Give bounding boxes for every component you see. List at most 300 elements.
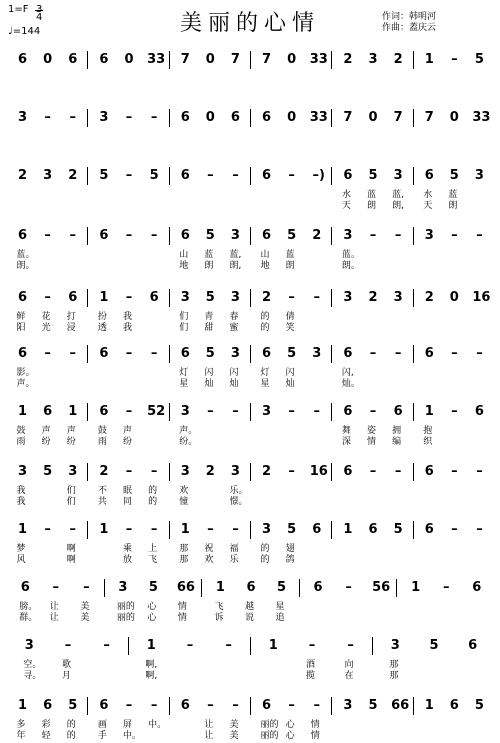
bar-line (87, 697, 88, 715)
note: 6 (424, 346, 434, 361)
lyric-syllable: 憧 (179, 497, 189, 507)
note: 3 (24, 638, 34, 653)
note: 1 (180, 522, 190, 537)
note: 6 (99, 404, 109, 419)
song-title: 美丽的心情 (179, 11, 320, 36)
bar-line (87, 345, 88, 363)
lyric-syllable: 心 (147, 602, 157, 612)
lyric-syllable: 我 (16, 486, 26, 496)
lyric-syllable: 拥 (392, 426, 402, 436)
note: 6 (368, 522, 378, 537)
note: 6 (18, 52, 28, 67)
note: – (69, 228, 77, 243)
note: 6 (68, 52, 78, 67)
lyric-syllable: 的 (148, 497, 158, 507)
bar-line (250, 403, 251, 421)
lyric-syllable: 啊, (145, 660, 158, 670)
lyric-syllable: 向 (344, 660, 354, 670)
note: 5 (68, 698, 78, 713)
note: – (207, 168, 214, 183)
note: 3 (424, 228, 434, 243)
note: 5 (287, 228, 297, 243)
lyric-syllable: 深 (341, 437, 351, 447)
lyric-syllable: 的 (66, 720, 76, 730)
lyric-syllable: 的 (148, 486, 158, 496)
time-signature-bottom: 4 (36, 12, 43, 23)
key-label: 1=F (8, 4, 29, 15)
lyric-syllable: 说 (245, 613, 255, 623)
note: 0 (287, 52, 297, 67)
lyric-syllable: 星 (275, 602, 285, 612)
lyric-syllable: 朗 (285, 261, 295, 271)
note: 6 (262, 346, 272, 361)
note: – (44, 110, 51, 125)
note: 6 (149, 290, 159, 305)
note: 6 (313, 580, 323, 595)
bar-line (169, 403, 170, 421)
note: 1 (146, 638, 156, 653)
lyric-syllable: 朗 (448, 201, 458, 211)
bar-line (87, 403, 88, 421)
note: 6 (246, 580, 256, 595)
bar-line (250, 637, 251, 655)
lyric-syllable: 让 (49, 602, 59, 612)
lyric-syllable: 彩 (41, 720, 51, 730)
bar-line (331, 109, 332, 127)
note: – (288, 464, 295, 479)
note: – (150, 346, 158, 361)
note: 3 (68, 464, 78, 479)
lyric-syllable: 欢 (179, 486, 189, 496)
note: 2 (424, 290, 434, 305)
lyric-syllable: 地 (179, 261, 189, 271)
lyric-syllable: 灿 (229, 379, 239, 389)
lyric-syllable: 梦 (16, 544, 26, 554)
bar-line (201, 579, 202, 597)
lyric-syllable: 啊 (66, 544, 76, 554)
bar-line (169, 463, 170, 481)
lyric-syllable: 蓝, (229, 250, 242, 260)
lyric-syllable: 的 (260, 312, 270, 322)
bar-line (87, 51, 88, 69)
note-line (10, 578, 492, 600)
note: 7 (180, 52, 190, 67)
note: 66 (391, 698, 410, 713)
note: 1 (68, 404, 78, 419)
note: 3 (180, 290, 190, 305)
note: 6 (468, 638, 478, 653)
lyric-syllable: 蓝 (367, 190, 377, 200)
lyric-syllable: 灯 (179, 368, 189, 378)
bar-line (331, 403, 332, 421)
note: 5 (287, 346, 297, 361)
bar-line (331, 463, 332, 481)
note: 0 (43, 52, 53, 67)
note: 5 (148, 580, 158, 595)
lyric-syllable: 风 (16, 555, 26, 565)
note: – (308, 638, 316, 653)
lyric-syllable: 们 (66, 497, 76, 507)
note: 3 (118, 580, 128, 595)
bar-line (250, 463, 251, 481)
lyric-syllable: 画 (97, 720, 107, 730)
note: 6 (68, 290, 78, 305)
note-line (10, 288, 492, 310)
lyric-syllable: 天 (341, 201, 351, 211)
note: – (451, 522, 458, 537)
lyric-syllable: 姿 (367, 426, 377, 436)
note: – (125, 346, 133, 361)
note: – (44, 522, 51, 537)
note: – (186, 638, 194, 653)
note: 2 (99, 464, 109, 479)
bar-line (250, 227, 251, 245)
bar-line (413, 109, 414, 127)
note: 6 (18, 346, 28, 361)
note: – (150, 698, 158, 713)
bar-line (169, 345, 170, 363)
lyric-syllable: 们 (179, 312, 189, 322)
note-line (10, 696, 492, 718)
lyric-syllable: 丽的 (260, 731, 279, 741)
lyric-syllable: 舞 (341, 426, 351, 436)
lyric-syllable: 诉 (214, 613, 224, 623)
note: – (347, 638, 354, 653)
tempo-label: =144 (12, 26, 41, 37)
note: – (394, 464, 402, 479)
note: – (69, 522, 77, 537)
note: 3 (18, 110, 28, 125)
lyric-syllable: 纷 (41, 437, 51, 447)
note: – (345, 580, 352, 595)
note: 1 (424, 52, 434, 67)
bar-line (331, 697, 332, 715)
note: – (442, 580, 450, 595)
lyric-syllable: 情 (177, 602, 187, 612)
note-line (10, 166, 492, 188)
note: 6 (424, 464, 434, 479)
lyric-syllable: 乘 (123, 544, 133, 554)
note: – (150, 522, 158, 537)
note: – (288, 698, 295, 713)
lyric-syllable: 月 (62, 671, 72, 681)
note: 5 (474, 52, 484, 67)
note: – (64, 638, 72, 653)
lyric-syllable: 心 (285, 731, 295, 741)
note: 1 (18, 698, 28, 713)
note: 2 (368, 290, 378, 305)
lyric-syllable: 朗, (229, 261, 242, 271)
note: 5 (149, 168, 159, 183)
note: – (125, 404, 133, 419)
lyric-syllable: 福 (229, 544, 239, 554)
bar-line (169, 289, 170, 307)
note: – (451, 228, 458, 243)
note: 6 (99, 52, 109, 67)
lyric-syllable: 中。 (123, 731, 142, 741)
note: 3 (180, 404, 190, 419)
lyric-syllable: 酒 (306, 660, 316, 670)
note: 3 (312, 346, 322, 361)
bar-line (331, 289, 332, 307)
bar-line (169, 109, 170, 127)
lyric-syllable: 我 (123, 312, 133, 322)
note: 1 (411, 580, 421, 595)
lyric-syllable: 灿 (204, 379, 214, 389)
lyric-syllable: 不 (97, 486, 107, 496)
note: – (313, 290, 321, 305)
note: 5 (368, 698, 378, 713)
lyric-syllable: 心 (285, 720, 295, 730)
bar-line (169, 697, 170, 715)
note: 2 (205, 464, 215, 479)
note: – (125, 228, 133, 243)
lyric-syllable: 声。 (179, 426, 198, 436)
lyric-syllable: 朗。 (16, 261, 35, 271)
lyric-syllable: 灿 (285, 379, 295, 389)
lyric-syllable: 星 (260, 379, 270, 389)
bar-line (169, 167, 170, 185)
note: 0 (287, 110, 297, 125)
note: – (207, 522, 214, 537)
note: – (313, 698, 321, 713)
bar-line (413, 697, 414, 715)
lyric-syllable: 鼓 (97, 426, 107, 436)
note: 3 (343, 698, 353, 713)
note: – (44, 228, 51, 243)
note: 3 (18, 464, 28, 479)
note: 2 (393, 52, 403, 67)
lyric-syllable: 美 (229, 720, 239, 730)
bar-line (413, 289, 414, 307)
note: 3 (262, 404, 272, 419)
quarter-note-icon: ♩ (8, 26, 13, 37)
note: 6 (180, 698, 190, 713)
note: 33 (309, 110, 328, 125)
note: 1 (18, 522, 28, 537)
lyric-syllable: 让 (204, 720, 214, 730)
note: 7 (343, 110, 353, 125)
lyric-syllable: 让 (49, 613, 59, 623)
bar-line (87, 289, 88, 307)
lyric-syllable: 让 (204, 731, 214, 741)
note: – (369, 346, 377, 361)
note: – (451, 464, 458, 479)
lyric-syllable: 山 (179, 250, 189, 260)
note: – (69, 346, 77, 361)
lyric-syllable: 蜜 (229, 323, 239, 333)
lyric-syllable: 春 (229, 312, 239, 322)
note: 6 (180, 228, 190, 243)
lyric-syllable: 鲜 (16, 312, 26, 322)
note: 6 (180, 168, 190, 183)
lyric-syllable: 闪 (285, 368, 295, 378)
note: 6 (99, 698, 109, 713)
note-line (10, 520, 492, 542)
bar-line (87, 521, 88, 539)
lyric-syllable: 闪 (204, 368, 214, 378)
lyric-syllable: 天 (423, 201, 433, 211)
lyric-syllable: 我 (16, 497, 26, 507)
lyric-syllable: 地 (260, 261, 270, 271)
note: – (125, 290, 133, 305)
lyric-syllable: 乐 (229, 555, 239, 565)
lyric-syllable: 山 (260, 250, 270, 260)
note: – (52, 580, 60, 595)
lyric-syllable: 纷。 (179, 437, 198, 447)
note: 5 (368, 168, 378, 183)
note: 6 (472, 580, 482, 595)
note: 6 (43, 404, 53, 419)
note: – (476, 228, 483, 243)
lyric-syllable: 轻 (41, 731, 51, 741)
note: – (451, 52, 458, 67)
note: 6 (262, 110, 272, 125)
bar-line (331, 51, 332, 69)
bar-line (331, 521, 332, 539)
note: 6 (343, 464, 353, 479)
note: 2 (262, 290, 272, 305)
note: 3 (43, 168, 53, 183)
lyric-syllable: 那 (389, 671, 399, 681)
lyric-syllable: 飞 (148, 555, 158, 565)
lyric-syllable: 光 (41, 323, 51, 333)
bar-line (87, 109, 88, 127)
lyric-syllable: 膀。 (19, 602, 38, 612)
lyric-syllable: 手 (97, 731, 107, 741)
lyric-syllable: 雨 (16, 437, 26, 447)
note: 3 (230, 290, 240, 305)
note: 6 (230, 110, 240, 125)
bar-line (413, 167, 414, 185)
note: 3 (393, 290, 403, 305)
bar-line (396, 579, 397, 597)
lyric-syllable: 蓝, (392, 190, 404, 200)
lyric-syllable: 纷 (66, 437, 76, 447)
lyric-syllable: 浸 (66, 323, 76, 333)
lyric-syllable: 啊 (66, 555, 76, 565)
lyric-syllable: 阳 (16, 323, 26, 333)
note: 5 (99, 168, 109, 183)
lyric-syllable: 情 (177, 613, 187, 623)
note: 5 (449, 168, 459, 183)
note: 6 (449, 698, 459, 713)
note: – (232, 522, 239, 537)
bar-line (169, 227, 170, 245)
note: 0 (205, 110, 215, 125)
lyric-syllable: 纷 (123, 437, 133, 447)
lyric-syllable: 透 (97, 323, 107, 333)
lyric-syllable: 欢 (204, 555, 214, 565)
lyric-syllable: 我 (123, 323, 133, 333)
lyric-syllable: 青 (204, 312, 214, 322)
note: – (394, 228, 402, 243)
note: 2 (262, 464, 272, 479)
lyric-syllable: 声 (41, 426, 51, 436)
note: – (313, 404, 321, 419)
bar-line (169, 521, 170, 539)
bar-line (87, 463, 88, 481)
note: 2 (312, 228, 322, 243)
note: 3 (180, 464, 190, 479)
note: 6 (343, 346, 353, 361)
bar-line (250, 289, 251, 307)
lyric-syllable: 祝 (204, 544, 214, 554)
lyric-syllable: 编 (392, 437, 402, 447)
note: 6 (43, 698, 53, 713)
lyric-syllable: 蓝。 (341, 250, 360, 260)
note: 1 (215, 580, 225, 595)
note: 33 (472, 110, 491, 125)
note: 2 (68, 168, 78, 183)
lyric-syllable: 的 (260, 544, 270, 554)
note: 6 (262, 698, 272, 713)
lyric-syllable: 美 (80, 602, 90, 612)
note: – (232, 698, 239, 713)
note: 6 (343, 168, 353, 183)
bar-line (413, 345, 414, 363)
lyric-syllable: 那 (179, 555, 189, 565)
note: – (451, 346, 458, 361)
note: 3 (230, 346, 240, 361)
lyric-syllable: 闪 (229, 368, 239, 378)
note: – (288, 290, 295, 305)
lyric-syllable: 丽的 (260, 720, 279, 730)
lyric-syllable: 揽 (306, 671, 316, 681)
note: 1 (268, 638, 278, 653)
note: – (232, 168, 239, 183)
note: – (394, 346, 402, 361)
note: 6 (262, 168, 272, 183)
note: 3 (393, 168, 403, 183)
note: 3 (343, 290, 353, 305)
lyric-syllable: 上 (148, 544, 158, 554)
note: – (288, 168, 295, 183)
note: – (150, 228, 158, 243)
lyric-syllable: 共 (97, 497, 107, 507)
note: – (369, 228, 377, 243)
lyric-syllable: 同 (123, 497, 133, 507)
note: – (125, 168, 133, 183)
lyric-syllable: 雨 (97, 437, 107, 447)
note: 56 (372, 580, 391, 595)
lyric-syllable: 蓝 (204, 250, 214, 260)
note: 6 (180, 346, 190, 361)
note: 6 (424, 168, 434, 183)
lyricist: 作词：韩明河 (382, 12, 437, 22)
lyric-syllable: 蓝 (285, 250, 295, 260)
lyric-syllable: 美 (80, 613, 90, 623)
note: 6 (312, 522, 322, 537)
note: – (451, 404, 458, 419)
note-line (10, 226, 492, 248)
bar-line (169, 51, 170, 69)
note: 7 (230, 52, 240, 67)
lyric-syllable: 放 (123, 555, 133, 565)
credits (382, 12, 436, 34)
lyric-syllable: 水 (341, 190, 351, 200)
lyric-syllable: 甜 (204, 323, 214, 333)
lyric-syllable: 乐。 (229, 486, 248, 496)
lyric-syllable: 情 (367, 437, 377, 447)
bar-line (413, 463, 414, 481)
note: 3 (343, 228, 353, 243)
note: 1 (99, 522, 109, 537)
note: 6 (99, 228, 109, 243)
lyric-syllable: 打 (66, 312, 76, 322)
bar-line (104, 579, 105, 597)
lyric-syllable: 们 (179, 323, 189, 333)
